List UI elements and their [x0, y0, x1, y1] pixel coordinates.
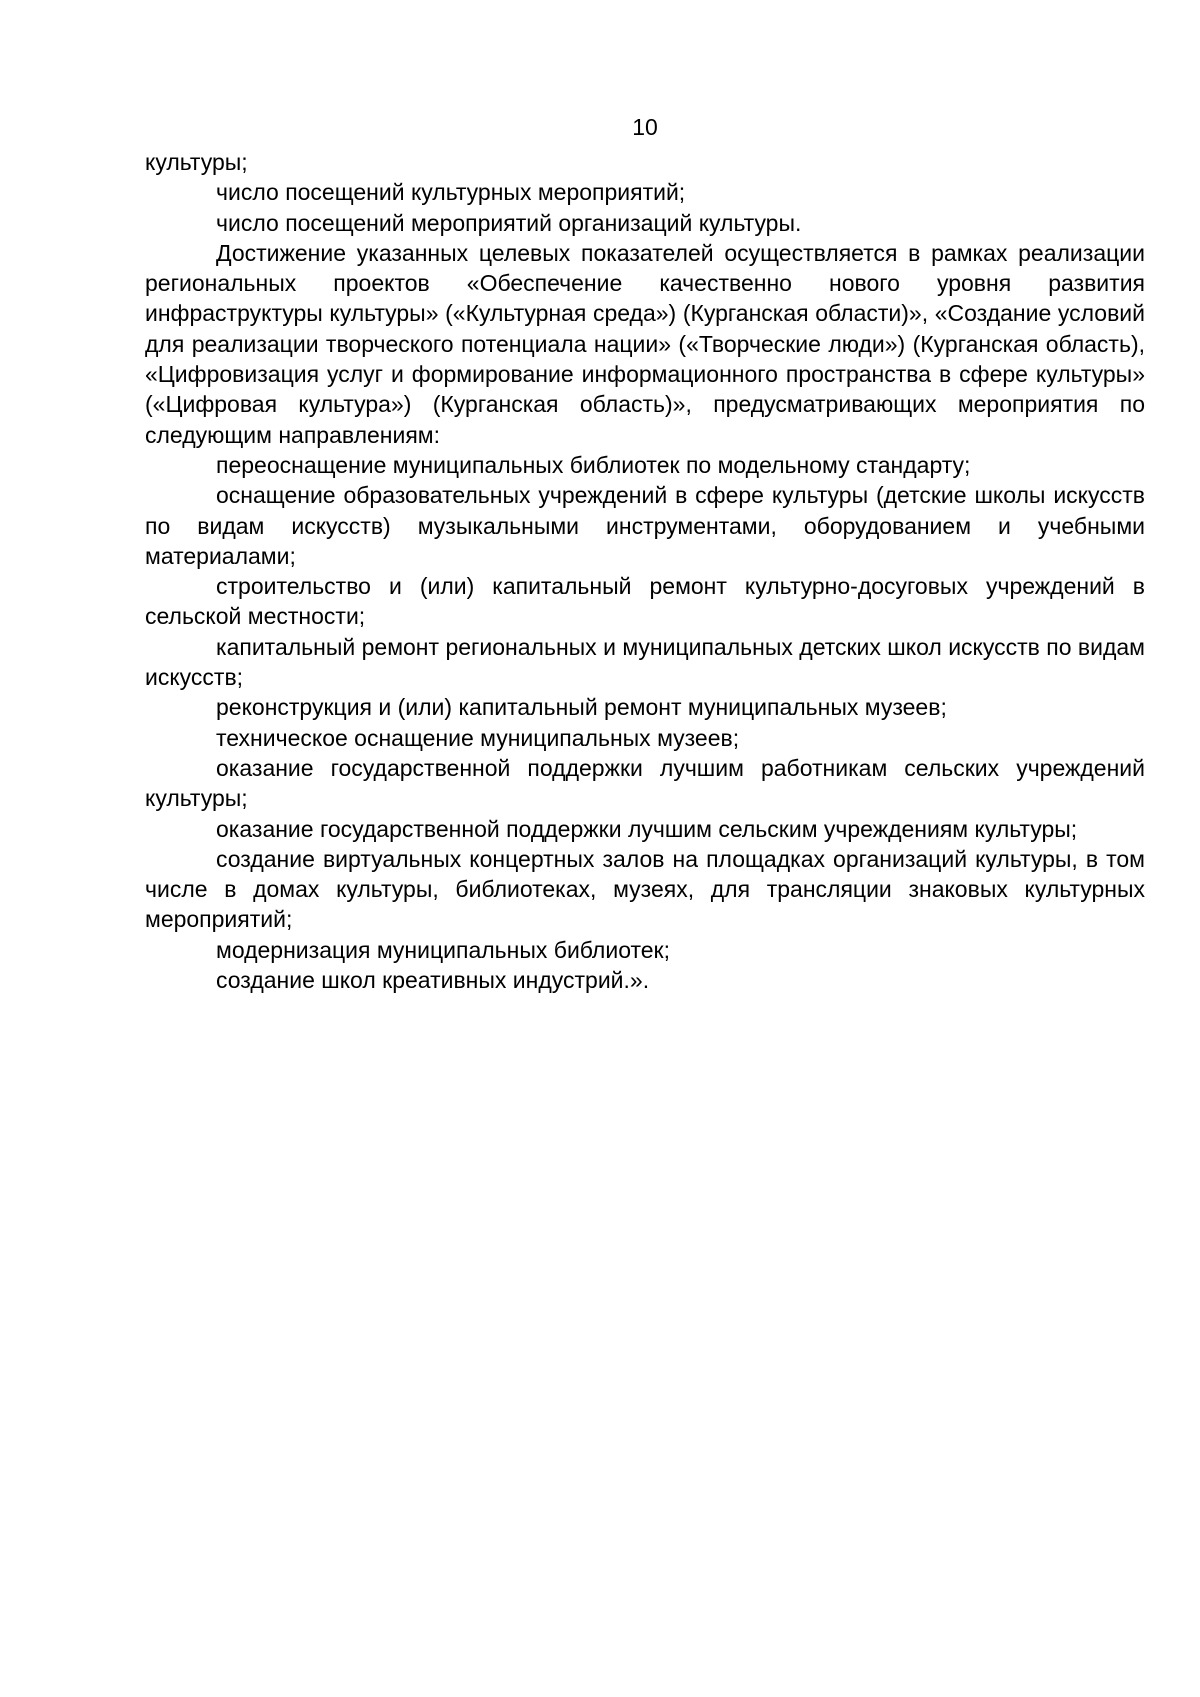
list-item: оснащение образовательных учреждений в сфере культуры (детские школы искусств по видам искусств) музыкальными инструментами, оборудованием и учебными материалами; — [145, 482, 1145, 569]
list-item: оказание государственной поддержки лучшим работникам сельских учреждений культуры; — [145, 754, 1145, 812]
paragraph: число посещений культурных мероприятий; — [216, 179, 686, 206]
list-item: капитальный ремонт региональных и муниципальных детских школ искусств по видам искусств; — [145, 633, 1145, 691]
list-item: реконструкция и (или) капитальный ремонт муниципальных музеев; — [216, 694, 947, 721]
list-item: создание виртуальных концертных залов на площадках организаций культуры, в том числе в домах культуры, библиотеках, музеях, для трансляции знаковых культурных мероприятий; — [145, 845, 1145, 933]
document-body — [145, 147, 1145, 995]
paragraph: Достижение указанных целевых показателей осуществляется в рамках реализации региональных проектов «Обеспечение качественно нового уровня развития инфраструктуры культуры» («Культурная среда») (Курганская области)», «Создание условий для реализации творческого потенциала нации» («Творческие люди») (Курганская область), «Цифровизация услуг и формирование информационного пространства в сфере культуры» («Цифровая культура») (Курганская область)», предусматривающих мероприятия по следующим направлениям: — [145, 239, 1145, 448]
list-item: переоснащение муниципальных библиотек по модельному стандарту; — [216, 451, 971, 478]
list-item: техническое оснащение муниципальных музеев; — [216, 724, 740, 751]
list-item: создание школ креативных индустрий.». — [216, 967, 650, 994]
paragraph-continuation: культуры; — [145, 149, 248, 175]
paragraph: число посещений мероприятий организаций культуры. — [216, 209, 802, 236]
page-number: 10 — [632, 114, 658, 140]
list-item: строительство и (или) капитальный ремонт культурно-досуговых учреждений в сельской местности; — [145, 573, 1145, 630]
list-item: оказание государственной поддержки лучшим сельским учреждениям культуры; — [216, 815, 1078, 842]
list-item: модернизация муниципальных библиотек; — [216, 936, 671, 963]
